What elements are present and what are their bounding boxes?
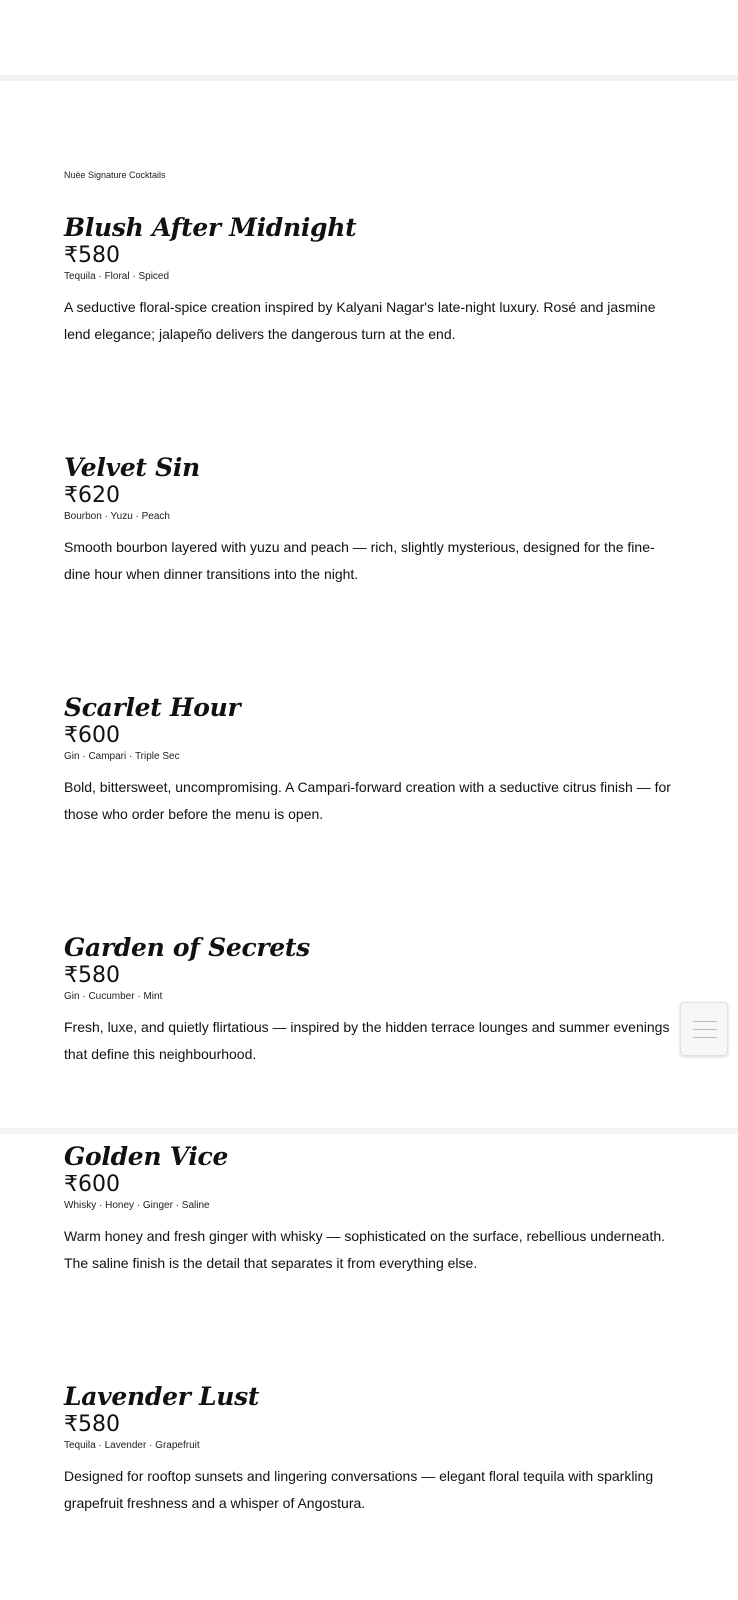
menu-item (64, 453, 676, 588)
item-price: ₹600 (64, 723, 120, 748)
item-description: A seductive floral-spice creation inspired by Kalyani Nagar's late-night luxury. Rosé and jasmine lend elegance; jalapeño delivers the dangerous turn at the end. (64, 299, 656, 342)
item-name: Garden of Secrets (64, 933, 310, 962)
menu-item (64, 933, 676, 1068)
menu-item (64, 1382, 676, 1517)
item-tags: Whisky · Honey · Ginger · Saline (64, 1200, 210, 1211)
item-tags: Gin · Cucumber · Mint (64, 991, 163, 1002)
item-description: Smooth bourbon layered with yuzu and peach — rich, slightly mysterious, designed for the fine-dine hour when dinner transitions into the night. (64, 539, 655, 582)
item-tags: Tequila · Floral · Spiced (64, 271, 170, 282)
item-tags: Gin · Campari · Triple Sec (64, 751, 180, 762)
item-price: ₹580 (64, 243, 120, 268)
menu-item (64, 693, 676, 828)
item-description: Designed for rooftop sunsets and lingering conversations — elegant floral tequila with sparkling grapefruit freshness and a whisper of Angostura. (64, 1468, 654, 1511)
item-description: Warm honey and fresh ginger with whisky — sophisticated on the surface, rebellious underneath. The saline finish is the detail that separates it from everything else. (64, 1228, 666, 1271)
menu-item (64, 213, 676, 348)
item-price: ₹580 (64, 1412, 120, 1437)
mid-divider-band (0, 1128, 738, 1134)
item-tags: Tequila · Lavender · Grapefruit (64, 1440, 200, 1451)
item-price: ₹580 (64, 963, 120, 988)
item-name: Velvet Sin (64, 453, 200, 482)
menu-button[interactable] (680, 1002, 728, 1056)
top-divider-band (0, 75, 738, 81)
item-description: Fresh, luxe, and quietly flirtatious — inspired by the hidden terrace lounges and summer evenings that define this neighbourhood. (64, 1019, 670, 1062)
item-price: ₹600 (64, 1172, 120, 1197)
item-name: Lavender Lust (64, 1382, 260, 1411)
item-description: Bold, bittersweet, uncompromising. A Campari-forward creation with a seductive citrus finish — for those who order before the menu is open. (64, 779, 671, 822)
item-price: ₹620 (64, 483, 120, 508)
item-name: Golden Vice (64, 1142, 229, 1171)
section-label: Nuèe Signature Cocktails (64, 170, 166, 180)
menu-item (64, 1142, 676, 1277)
item-tags: Bourbon · Yuzu · Peach (64, 511, 170, 522)
item-name: Blush After Midnight (64, 213, 357, 242)
item-name: Scarlet Hour (64, 693, 241, 722)
